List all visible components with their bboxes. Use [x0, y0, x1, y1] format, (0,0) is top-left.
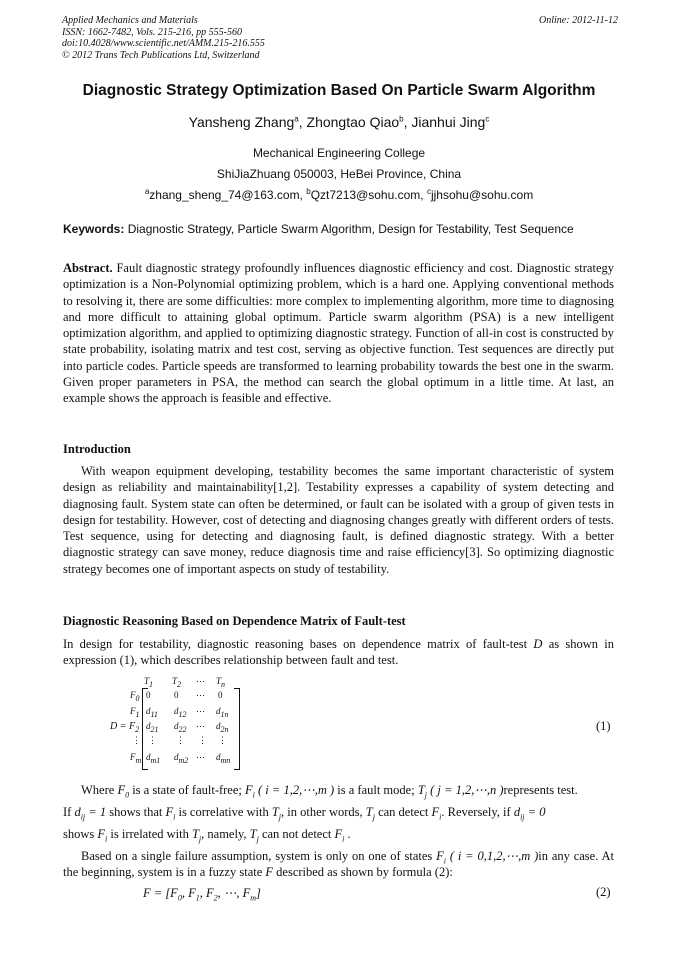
math-expr: $T_j$ [249, 827, 259, 844]
text-run: If [63, 805, 75, 819]
email-link[interactable]: Qzt7213@sohu.com, [310, 188, 424, 202]
single-failure-paragraph [63, 848, 614, 881]
math-expr: $F_0$ [117, 783, 130, 800]
paper-title: Diagnostic Strategy Optimization Based On Particle Swarm Algorithm [82, 82, 596, 99]
shows-paragraph: shows $F_i$ is irrelated with $T_j$, namely, $T_j$ can not detect $F_i$ . [63, 827, 351, 844]
author-name: Jianhui Jing [411, 114, 486, 130]
author-name: Yansheng Zhang [188, 114, 295, 130]
math-expr: $d_{ij} = 1$ [74, 805, 107, 822]
abstract-label: Abstract. [63, 261, 113, 275]
text-run: Where [81, 783, 118, 797]
equation-number: (2) [596, 885, 611, 899]
author-name: Zhongtao Qiao [306, 114, 400, 130]
math-expr: $F_i$ ( i = 0,1,2,⋯,m ) [436, 849, 539, 866]
if-paragraph [63, 804, 614, 820]
text-run: , in other words, [281, 805, 366, 819]
text-run: as shown in expression (1), which describes relationship between fault and test. [63, 637, 615, 668]
email-mark: b [306, 187, 311, 196]
math-expr: $F_i$ ( i = 1,2,⋯,m ) [245, 783, 335, 800]
author-list: Yansheng Zhang$^a$, Zhongtao Qiao$^b$, Jianhui Jing$^c$ [188, 114, 490, 130]
formula-2: $F = [F_0$, $F_1$, $F_2$, ⋯, $F_m$] [143, 886, 261, 903]
text-run: is a fault mode; [334, 783, 418, 797]
online-date: Online: 2012-11-12 [539, 15, 618, 26]
section-paragraph [63, 636, 614, 669]
email-mark: a [144, 187, 150, 196]
copyright: © 2012 Trans Tech Publications Ltd, Switzerland [62, 49, 260, 61]
text-run: is a state of fault-free; [129, 783, 245, 797]
math-expr: $d_{ij} = 0$ [513, 805, 546, 822]
text-run: can detect [374, 805, 432, 819]
email-line [0, 188, 678, 202]
equation-number: (1) [596, 719, 611, 733]
math-expr: F [265, 865, 274, 880]
math-expr: $F_i$ [97, 827, 108, 844]
text-run: represents test. [503, 783, 578, 797]
email-mark: c [426, 187, 431, 196]
affiliation-line2: ShiJiaZhuang 050003, HeBei Province, China [216, 167, 462, 181]
text-run: can not detect [258, 827, 335, 841]
math-expr: $F_i$ [431, 805, 442, 822]
math-expr: $T_j$ [191, 827, 202, 844]
math-expr: $T_j$ ( j = 1,2,⋯,n ) [417, 783, 504, 800]
introduction-heading: Introduction [63, 442, 131, 456]
text-run: is irrelated with [107, 827, 192, 841]
author-mark: b [399, 114, 404, 124]
section-heading: Diagnostic Reasoning Based on Dependence Matrix of Fault-test [63, 614, 406, 628]
doi: doi:10.4028/www.scientific.net/AMM.215-216.555 [62, 38, 265, 49]
text-run: , namely, [201, 827, 250, 841]
text-run: described as shown by formula (2): [273, 865, 453, 880]
author-mark: a [294, 114, 299, 124]
email-link[interactable]: zhang_sheng_74@163.com, [149, 188, 303, 202]
issn: ISSN: 1662-7482, Vols. 215-216, pp 555-560 [62, 26, 242, 38]
keywords [63, 222, 623, 236]
math-var: D [533, 637, 543, 651]
where-paragraph [63, 782, 614, 798]
matrix-left-bracket [142, 688, 148, 770]
keywords-label: Keywords: [63, 222, 125, 236]
text-run: Based on a single failure assumption, system is only on one of states [81, 849, 437, 863]
text-run: in any case. At the beginning, system is in a fuzzy state [63, 849, 614, 880]
email-link[interactable]: jjhsohu@sohu.com [430, 188, 534, 202]
abstract-text: Fault diagnostic strategy profoundly influences diagnostic efficiency and cost. Diagnostic strategy optimization is a Non-Polynomial optimizing problem, which is a hard one. Applying conventional methods to resolving it, there are some difficulties: more complex to implementing algorithm, more time to diagnosing and more difficult to attaining global optimum. Particle swarm algorithm (PSA) is a new intelligent optimization algorithm, and applied to optimizing diagnostic strategy. Function of all-in cost is constructed by state probability, isolating matrix and test cost, serving as objective function. Test sequences are directly put into particle codes. Particle speeds are transformed to learning probability towards the best one in the swarm. Given proper parameters in PSA, the method can search the global optimum in a little time. At last, an example shows the approach is feasible and effective. [63, 261, 615, 406]
author-mark: c [485, 114, 490, 124]
introduction-text: With weapon equipment developing, testability becomes the same important characteristic of system design as reliability and maintainability[1,2]. Testability expresses a capability of system detecting and diagnosing fault. System state can often be determined, or fault can be isolated with a group of given tests in design for testability. However, cost of detecting and diagnosing changes greatly with different orders of tests. Test sequence, using for detecting and diagnosing fault, is defined diagnostic strategy. With a better diagnostic strategy can save money, reduce diagnosis time and raise efficiency[3]. So optimizing diagnostic strategy becomes one of important aspects on study of testability. [63, 464, 614, 576]
text-run: . Reversely, if [441, 805, 514, 819]
text-run: is correlative with [175, 805, 272, 819]
text-run: shows [63, 827, 98, 841]
keywords-text: Diagnostic Strategy, Particle Swarm Algorithm, Design for Testability, Test Sequence [127, 222, 574, 236]
matrix-right-bracket [234, 688, 240, 770]
journal-header [62, 15, 618, 61]
journal-name: Applied Mechanics and Materials [62, 15, 198, 26]
abstract [63, 260, 614, 407]
text-run: shows that [106, 805, 166, 819]
math-expr: $F_i$ [334, 827, 345, 844]
dependence-matrix: $T_1$ $T_2$ ⋯ $T_n$ $F_0$ 0 0 ⋯ 0 $F_1$ $d_{11}$ $d_{12}$ ⋯ $d_{1n}$ $D = F_2$ $d_{21}$ $d_{22}$ ⋯ $d_{2n}$ ⋮ ⋮ ⋮ ⋮ ⋮ $F_m$ $d_{m1}$ $d_{m2}$ ⋯ $d_{mn}$ [110, 676, 231, 765]
math-expr: $T_j$ [271, 805, 282, 822]
text-run: In design for testability, diagnostic reasoning bases on dependence matrix of fault-test [63, 637, 534, 651]
affiliation-line1: Mechanical Engineering College [252, 146, 426, 160]
math-expr: $T_j$ [365, 805, 375, 822]
math-expr: $F_i$ [165, 805, 176, 822]
